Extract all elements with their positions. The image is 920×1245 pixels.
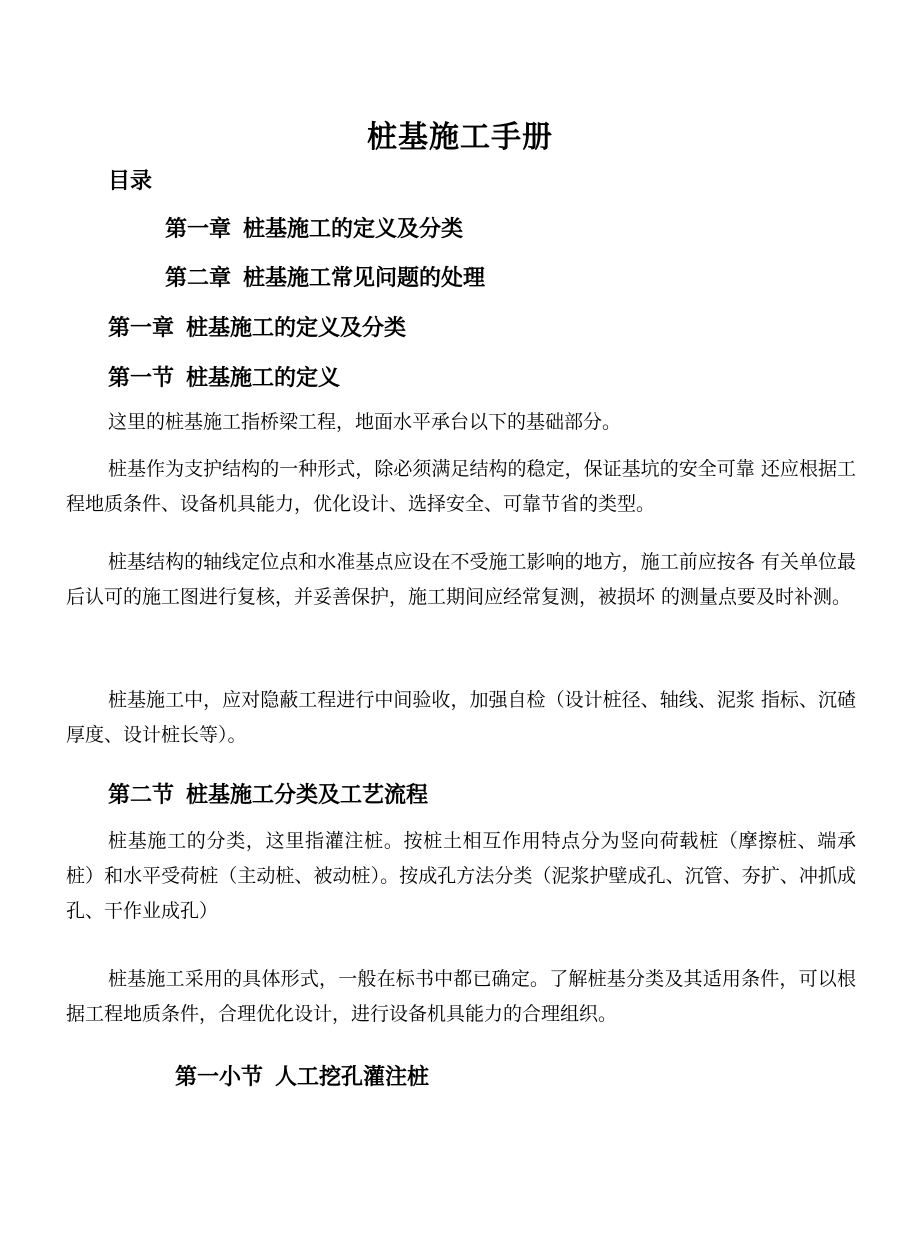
section-1-paragraph: 桩基结构的轴线定位点和水准基点应设在不受施工影响的地方，施工前应按各 有关单位最后认可的施工图进行复核，并妥善保护，施工期间应经常复测，被损坏 的测量点要及时补测。 [66,551,856,608]
section-2-paragraph: 桩基施工采用的具体形式，一般在标书中都已确定。了解桩基分类及其适用条件，可以根据工程地质条件，合理优化设计，进行设备机具能力的合理组织。 [66,968,856,1025]
subsection-title: 人工挖孔灌注桩 [275,1065,430,1090]
section-2-paragraph: 桩基施工的分类，这里指灌注桩。按桩土相互作用特点分为竖向荷载桩（摩擦桩、端承桩）和水平受荷桩（主动桩、被动桩）。按成孔方法分类（泥浆护壁成孔、沉管、夯扩、冲抓成孔、干作业成孔） [66,830,856,922]
toc-item-text: 桩基施工的定义及分类 [243,217,464,242]
toc-item-chapter-1[interactable] [165,215,463,245]
section-number: 第二节 [108,783,175,808]
toc-item-number: 第二章 [165,266,232,291]
section-1-paragraph: 桩基作为支护结构的一种形式，除必须满足结构的稳定，保证基坑的安全可靠 还应根据工程地质条件、设备机具能力，优化设计、选择安全、可靠节省的类型。 [66,458,856,515]
chapter-number: 第一章 [108,316,175,341]
section-1-heading [108,364,340,394]
section-number: 第一节 [108,366,175,391]
toc-item-chapter-2[interactable] [165,264,485,294]
toc-item-text: 桩基施工常见问题的处理 [243,266,486,291]
subsection-number: 第一小节 [175,1065,264,1090]
section-2-heading [108,781,428,811]
document-title: 桩基施工手册 [367,120,553,155]
subsection-1-heading [175,1063,429,1093]
section-title: 桩基施工的定义 [186,366,341,391]
toc-label: 目录 [108,169,153,194]
section-1-paragraph: 桩基施工中，应对隐蔽工程进行中间验收，加强自检（设计桩径、轴线、泥浆 指标、沉碴厚度、设计桩长等）。 [66,689,856,746]
chapter-title: 桩基施工的定义及分类 [186,316,407,341]
section-1-paragraph: 这里的桩基施工指桥梁工程，地面水平承台以下的基础部分。 [108,411,622,433]
chapter-1-heading [108,314,406,344]
section-title: 桩基施工分类及工艺流程 [186,783,429,808]
toc-item-number: 第一章 [165,217,232,242]
